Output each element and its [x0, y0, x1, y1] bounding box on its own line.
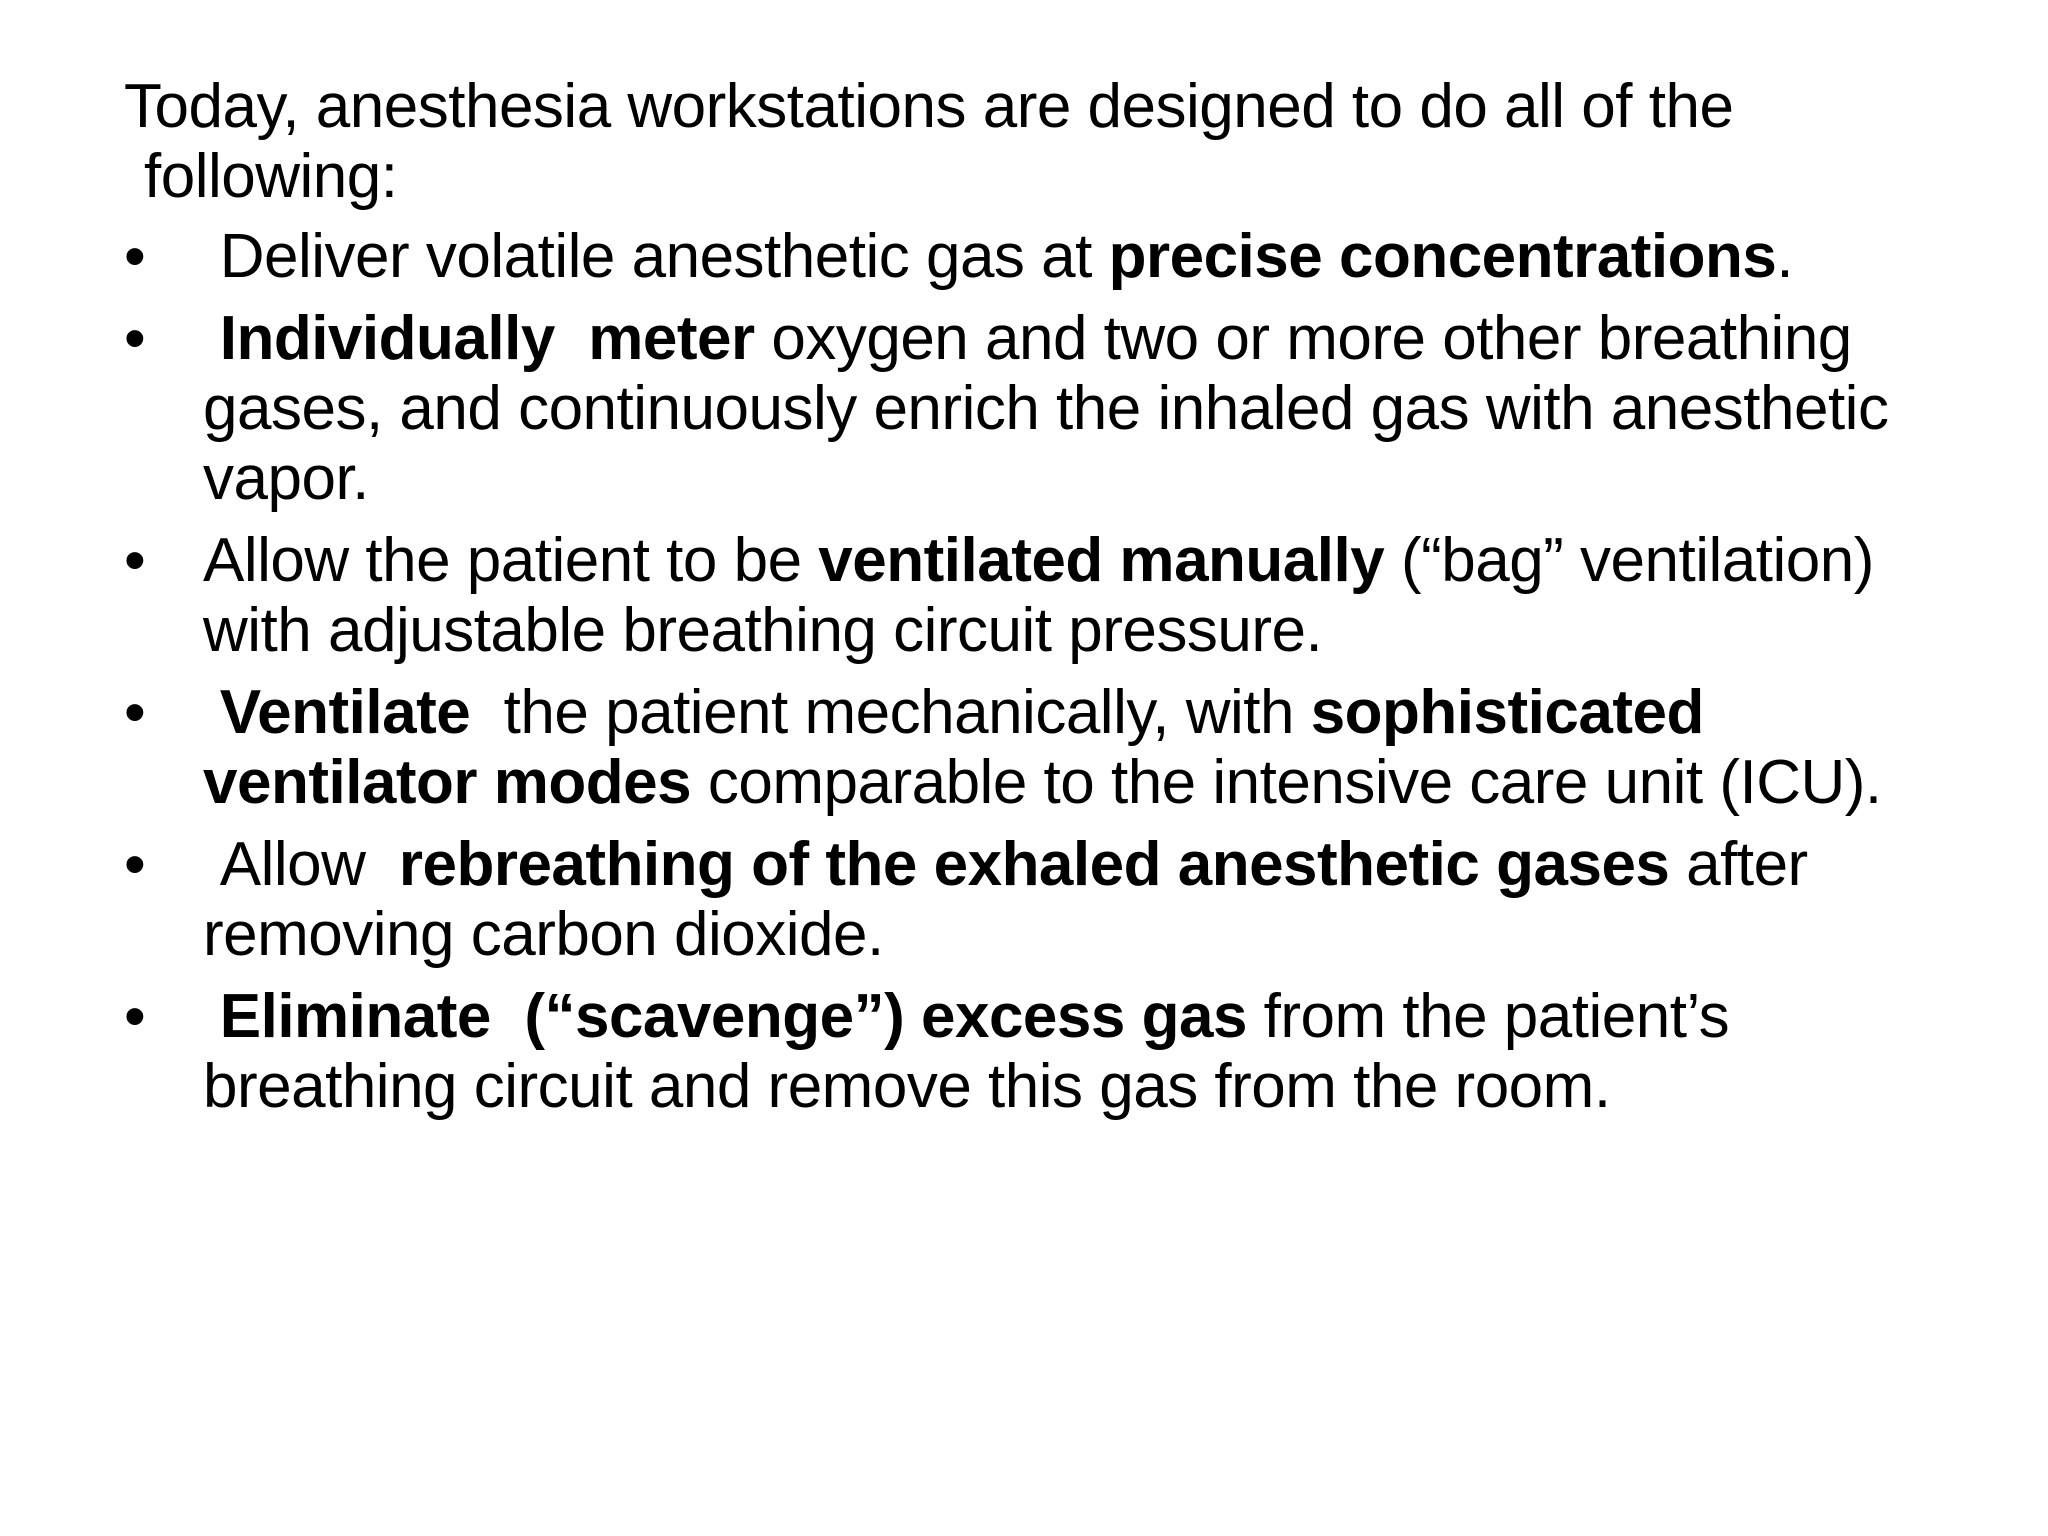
- bullet-emphasis-text: sophisticated ventilator modes: [203, 678, 1721, 817]
- bullet-item: [124, 304, 1924, 514]
- bullet-icon: •: [124, 678, 146, 747]
- bullet-text: Allow the patient to be: [203, 526, 819, 595]
- bullet-text: Allow: [203, 830, 399, 899]
- bullet-text: .: [1776, 222, 1794, 291]
- bullet-emphasis-text: Individually meter: [203, 304, 755, 373]
- bullet-item: [124, 526, 1924, 666]
- bullet-icon: •: [124, 830, 146, 899]
- bullet-text: comparable to the intensive care unit (ICU).: [691, 748, 1882, 817]
- bullet-text: the patient mechanically, with: [470, 678, 1311, 747]
- slide-content: [124, 72, 1924, 1134]
- bullet-emphasis-text: Eliminate (“scavenge”) excess gas: [203, 982, 1247, 1051]
- bullet-emphasis-text: rebreathing of the exhaled anesthetic gases: [398, 830, 1670, 899]
- bullet-item: [124, 982, 1924, 1122]
- bullet-text: from the patient’s breathing circuit and remove this gas from the room.: [203, 982, 1746, 1121]
- bullet-list: [124, 222, 1924, 1122]
- bullet-text: after removing carbon dioxide.: [203, 830, 1825, 969]
- intro-text: Today, anesthesia workstations are designed to do all of the following:: [124, 72, 1734, 211]
- bullet-emphasis-text: precise concentrations: [1108, 222, 1777, 291]
- bullet-item: [124, 830, 1924, 970]
- bullet-icon: •: [124, 982, 146, 1051]
- bullet-icon: •: [124, 304, 146, 373]
- bullet-text: oxygen and two or more other breathing gases, and continuously enrich the inhaled gas with anesthetic vapor.: [203, 304, 1906, 513]
- bullet-icon: •: [124, 222, 146, 291]
- bullet-text: (“bag” ventilation) with adjustable breathing circuit pressure.: [203, 526, 1891, 665]
- bullet-item: [124, 222, 1924, 292]
- bullet-emphasis-text: Ventilate: [203, 678, 471, 747]
- bullet-emphasis-text: ventilated manually: [818, 526, 1385, 595]
- bullet-text: Deliver volatile anesthetic gas at: [203, 222, 1109, 291]
- bullet-item: [124, 678, 1924, 818]
- bullet-icon: •: [124, 526, 146, 595]
